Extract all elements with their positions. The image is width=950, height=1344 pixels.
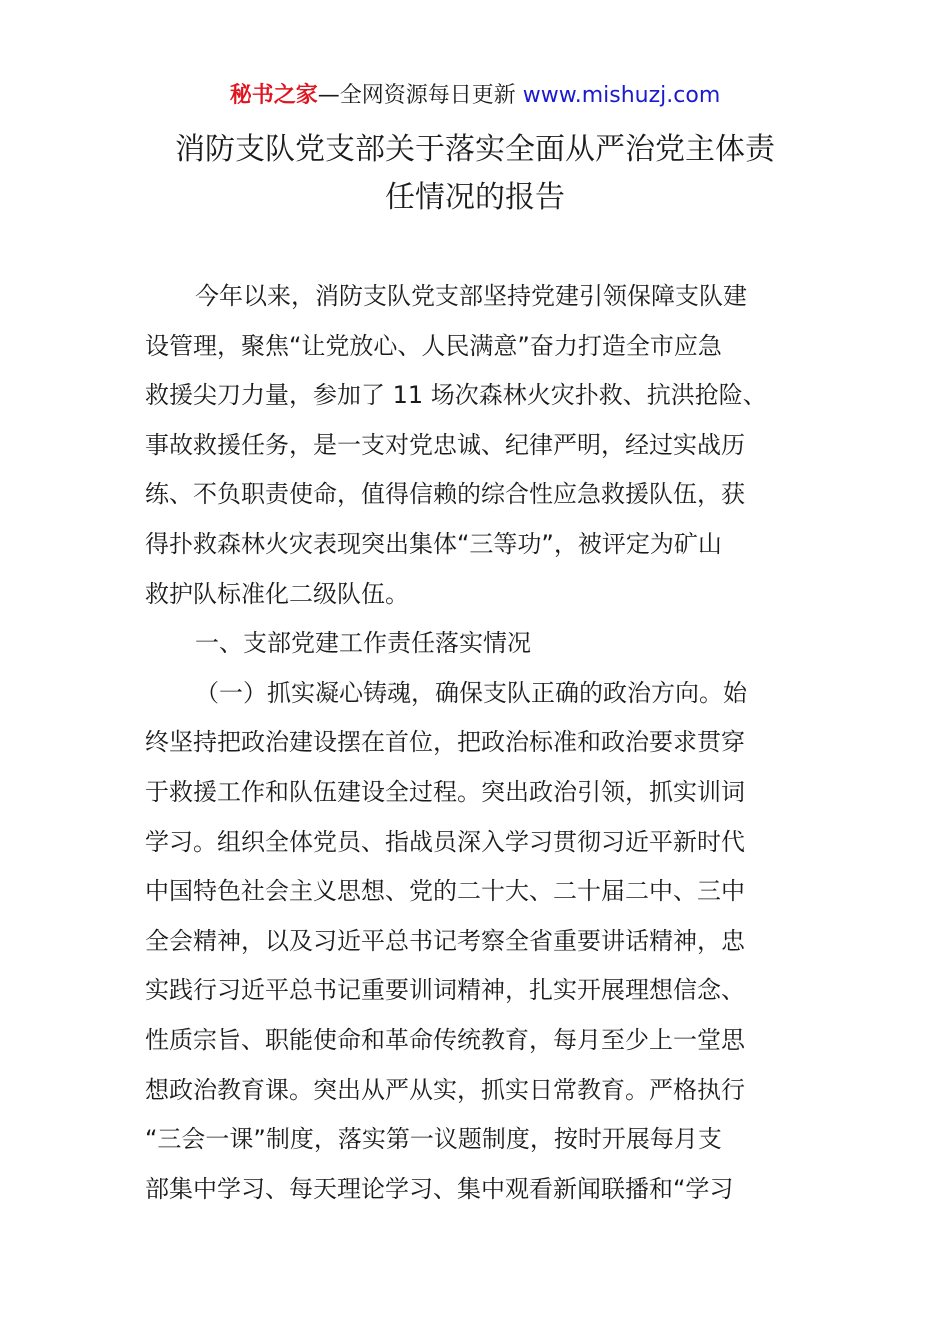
title-line: 任情况的报告	[385, 180, 565, 215]
document-body	[145, 272, 810, 1214]
document-title	[120, 126, 830, 222]
title-line: 消防支队党支部关于落实全面从严治党主体责	[175, 132, 775, 167]
paragraph-line: 中国特色社会主义思想、党的二十大、二十届二中、三中	[145, 877, 745, 906]
site-banner	[0, 80, 950, 112]
paragraph-line: 想政治教育课。突出从严从实，抓实日常教育。严格执行	[145, 1075, 745, 1104]
paragraph-line: 设管理，聚焦“让党放心、人民满意”奋力打造全市应急	[145, 331, 722, 360]
paragraph-line: 性质宗旨、职能使命和革命传统教育，每月至少上一堂思	[145, 1025, 745, 1054]
paragraph-line: 于救援工作和队伍建设全过程。突出政治引领，抓实训词	[145, 777, 745, 806]
paragraph-line: 事故救援任务，是一支对党忠诚、纪律严明，经过实战历	[145, 430, 745, 459]
brand-name: 秘书之家	[229, 83, 318, 108]
site-url-link[interactable]: www.mishuzj.com	[522, 83, 721, 108]
paragraph-line: “三会一课”制度，落实第一议题制度，按时开展每月支	[145, 1125, 722, 1154]
paragraph-line: 学习。组织全体党员、指战员深入学习贯彻习近平新时代	[145, 827, 745, 856]
paragraph-line: 全会精神，以及习近平总书记考察全省重要讲话精神，忠	[145, 926, 745, 955]
paragraph-line: 今年以来，消防支队党支部坚持党建引领保障支队建	[195, 282, 747, 310]
paragraph-line: 实践行习近平总书记重要训词精神，扎实开展理想信念、	[145, 976, 745, 1005]
paragraph-line: （一）抓实凝心铸魂，确保支队正确的政治方向。始	[195, 678, 747, 707]
paragraph-line: 救援尖刀力量，参加了 11 场次森林火灾扑救、抗洪抢险、	[145, 381, 767, 410]
paragraph-line: 救护队标准化二级队伍。	[145, 579, 409, 608]
paragraph-line: 得扑救森林火灾表现突出集体“三等功”，被评定为矿山	[145, 529, 722, 558]
paragraph-line: 练、不负职责使命，值得信赖的综合性应急救援队伍，获	[145, 480, 745, 509]
banner-tagline: —全网资源每日更新	[317, 83, 523, 108]
paragraph-line: 部集中学习、每天理论学习、集中观看新闻联播和“学习	[145, 1174, 734, 1203]
paragraph-line: 终坚持把政治建设摆在首位，把政治标准和政治要求贯穿	[145, 728, 745, 757]
section-heading: 一、支部党建工作责任落实情况	[195, 629, 531, 658]
